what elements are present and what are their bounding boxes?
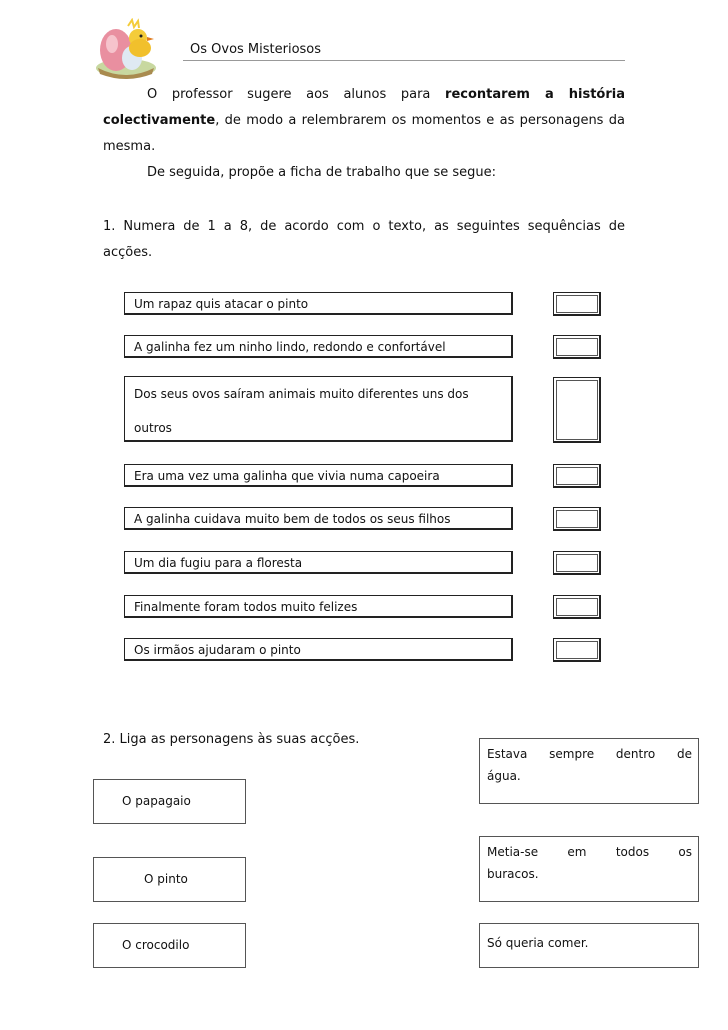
number-answer-box[interactable]	[553, 551, 601, 575]
number-answer-box[interactable]	[553, 595, 601, 619]
action-box-comer[interactable]: Só queria comer.	[479, 923, 699, 968]
number-answer-box[interactable]	[553, 464, 601, 488]
sequence-item: Dos seus ovos saíram animais muito diferentes uns dos outros	[124, 376, 513, 442]
page-title: Os Ovos Misteriosos	[190, 42, 322, 57]
number-answer-box[interactable]	[553, 335, 601, 359]
sequence-item: Era uma vez uma galinha que vivia numa capoeira	[124, 464, 513, 487]
question-2-title: 2. Liga as personagens às suas acções.	[103, 732, 360, 747]
header-divider	[183, 60, 625, 61]
sequence-item: A galinha cuidava muito bem de todos os seus filhos	[124, 507, 513, 530]
intro-line-4: De seguida, propõe a ficha de trabalho que se segue:	[147, 165, 496, 180]
sequence-item: A galinha fez um ninho lindo, redondo e confortável	[124, 335, 513, 358]
intro-line-1: O professor sugere aos alunos para recontarem a história	[147, 87, 625, 102]
character-box-papagaio[interactable]: O papagaio	[93, 779, 246, 824]
number-answer-box[interactable]	[553, 377, 601, 443]
number-answer-box[interactable]	[553, 292, 601, 316]
intro-line-2: colectivamente, de modo a relembrarem os momentos e as personagens da	[103, 113, 625, 128]
number-answer-box[interactable]	[553, 507, 601, 531]
intro-line-3: mesma.	[103, 139, 156, 154]
sequence-item: Os irmãos ajudaram o pinto	[124, 638, 513, 661]
question-1-line-2: acções.	[103, 245, 153, 260]
sequence-item: Um rapaz quis atacar o pinto	[124, 292, 513, 315]
action-box-agua[interactable]: Estava sempre dentro de água.	[479, 738, 699, 804]
easter-chick-egg-icon	[92, 18, 160, 80]
sequence-item: Um dia fugiu para a floresta	[124, 551, 513, 574]
character-box-crocodilo[interactable]: O crocodilo	[93, 923, 246, 968]
character-box-pinto[interactable]: O pinto	[93, 857, 246, 902]
question-1-line-1: 1. Numera de 1 a 8, de acordo com o texto, as seguintes sequências de	[103, 219, 625, 234]
sequence-item: Finalmente foram todos muito felizes	[124, 595, 513, 618]
action-box-buracos[interactable]: Metia-se em todos os buracos.	[479, 836, 699, 902]
number-answer-box[interactable]	[553, 638, 601, 662]
